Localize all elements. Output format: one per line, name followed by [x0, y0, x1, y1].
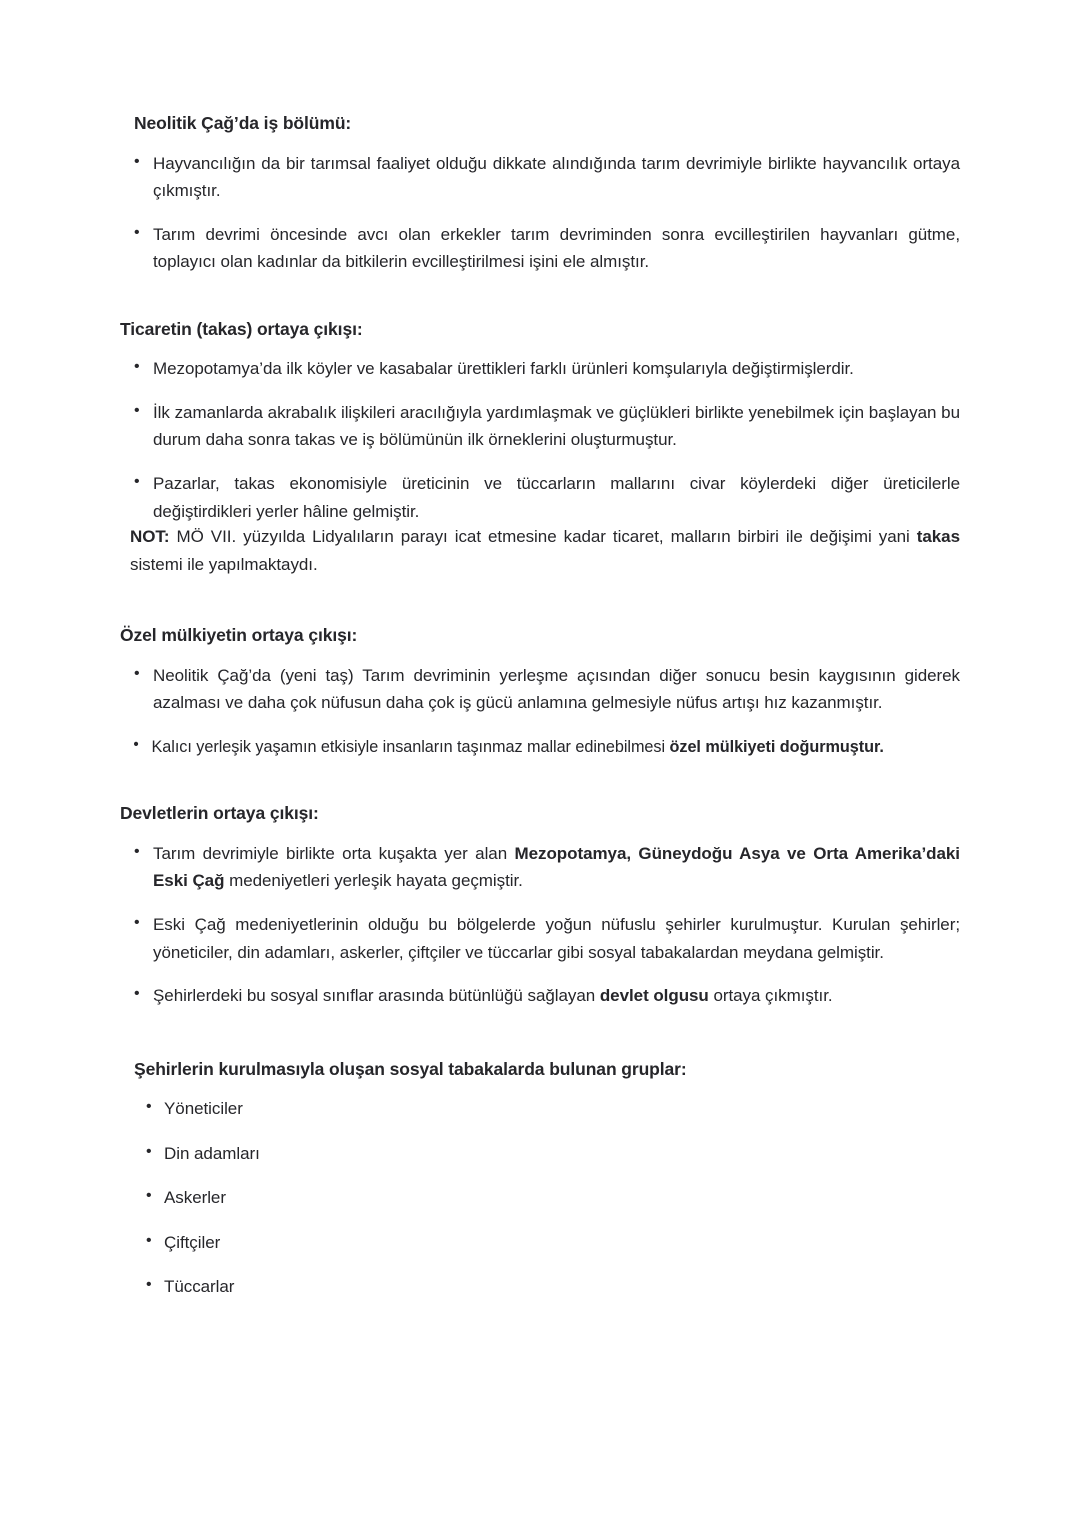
list-item: • Çiftçiler — [134, 1229, 960, 1257]
list-item: • Tarım devrimi öncesinde avcı olan erkekler tarım devriminden sonra evcilleştirilen hayvanları gütme, toplayıcı olan kadınlar da bitkilerin evcilleştirilmesi işini ele almıştır. — [120, 221, 960, 276]
bullet-list-devletler — [120, 840, 960, 1010]
list-item: • Mezopotamya’da ilk köyler ve kasabalar ürettikleri farklı ürünleri komşularıyla değiştirmişlerdir. — [120, 355, 960, 383]
section-heading-sosyal-tabakalar: Şehirlerin kurulmasıyla oluşan sosyal tabakalarda bulunan gruplar: — [134, 1058, 687, 1079]
list-item: • Neolitik Çağ’da (yeni taş) Tarım devriminin yerleşme açısından diğer sonucu besin kaygısının giderek azalması ve daha çok nüfusun daha çok iş gücü anlamına gelmesiyle nüfus artışı hız kazanmıştır. — [120, 662, 960, 717]
note-paragraph — [120, 523, 960, 578]
section-heading-devletler: Devletlerin ortaya çıkışı: — [120, 803, 319, 824]
bullet-list-ticaret — [120, 355, 960, 525]
section-heading-ticaret: Ticaretin (takas) ortaya çıkışı: — [120, 318, 363, 339]
section-ozel-mulkiyet — [120, 624, 960, 760]
note-text-part1: MÖ VII. yüzyılda Lidyalıların parayı icat etmesine kadar ticaret, malların birbiri ile değişimi yani — [169, 527, 917, 547]
list-item-bold: özel mülkiyeti doğurmuştur. — [669, 736, 884, 756]
list-item-prefix: Şehirlerdeki bu sosyal sınıflar arasında bütünlüğü sağlayan — [153, 986, 600, 1006]
note-text-part2: sistemi ile yapılmaktaydı. — [130, 554, 318, 574]
list-item-suffix: ortaya çıkmıştır. — [708, 986, 833, 1006]
section-devletler — [120, 802, 960, 1009]
list-item — [120, 733, 986, 761]
list-item — [120, 982, 960, 1010]
list-item: • Yöneticiler — [134, 1095, 960, 1123]
note-bold-term: takas — [916, 527, 960, 547]
section-is-bolumu — [120, 112, 960, 276]
document-body — [120, 112, 960, 1301]
list-item: • Hayvancılığın da bir tarımsal faaliyet olduğu dikkate alındığında tarım devrimiyle birlikte hayvancılık ortaya çıkmıştır. — [120, 150, 960, 205]
list-item-prefix: Kalıcı yerleşik yaşamın etkisiyle insanların taşınmaz mallar edinebilmesi — [151, 736, 670, 756]
list-item-bold: Mezopotamya, Güneydoğu Asya ve Orta Amerika’daki Eski Çağ — [153, 843, 960, 891]
list-item: • İlk zamanlarda akrabalık ilişkileri aracılığıyla yardımlaşmak ve güçlükleri birlikte yenebilmek için başlayan bu durum daha sonra takas ve iş bölümünün ilk örneklerini oluşturmuştur. — [120, 399, 960, 454]
bullet-list-ozel-mulkiyet — [120, 662, 960, 761]
bullet-list-is-bolumu — [120, 150, 960, 276]
bullet-list-sosyal-tabakalar — [134, 1095, 960, 1301]
list-item-bold: devlet olgusu — [599, 986, 709, 1006]
list-item: • Eski Çağ medeniyetlerinin olduğu bu bölgelerde yoğun nüfuslu şehirler kurulmuştur. Kurulan şehirler; yöneticiler, din adamları, askerler, çiftçiler ve tüccarlar gibi sosyal tabakalardan meydana gelmiştir. — [120, 911, 960, 966]
section-ticaret — [120, 318, 960, 578]
list-item: • Askerler — [134, 1184, 960, 1212]
section-heading-ozel-mulkiyet: Özel mülkiyetin ortaya çıkışı: — [120, 625, 358, 646]
list-item: • Tüccarlar — [134, 1273, 960, 1301]
list-item: • Din adamları — [134, 1140, 960, 1168]
list-item: • Pazarlar, takas ekonomisiyle üreticinin ve tüccarların mallarını civar köylerdeki diğer üreticilerle değiştirdikleri yerler hâline gelmiştir. — [120, 470, 960, 525]
note-label: NOT: — [130, 527, 170, 547]
list-item — [120, 840, 960, 895]
section-heading-is-bolumu: Neolitik Çağ’da iş bölümü: — [134, 113, 352, 133]
list-item-suffix: medeniyetleri yerleşik hayata geçmiştir. — [224, 871, 523, 891]
list-item-prefix: Tarım devrimiyle birlikte orta kuşakta yer alan — [153, 843, 515, 863]
section-sosyal-tabakalar — [120, 1058, 960, 1301]
